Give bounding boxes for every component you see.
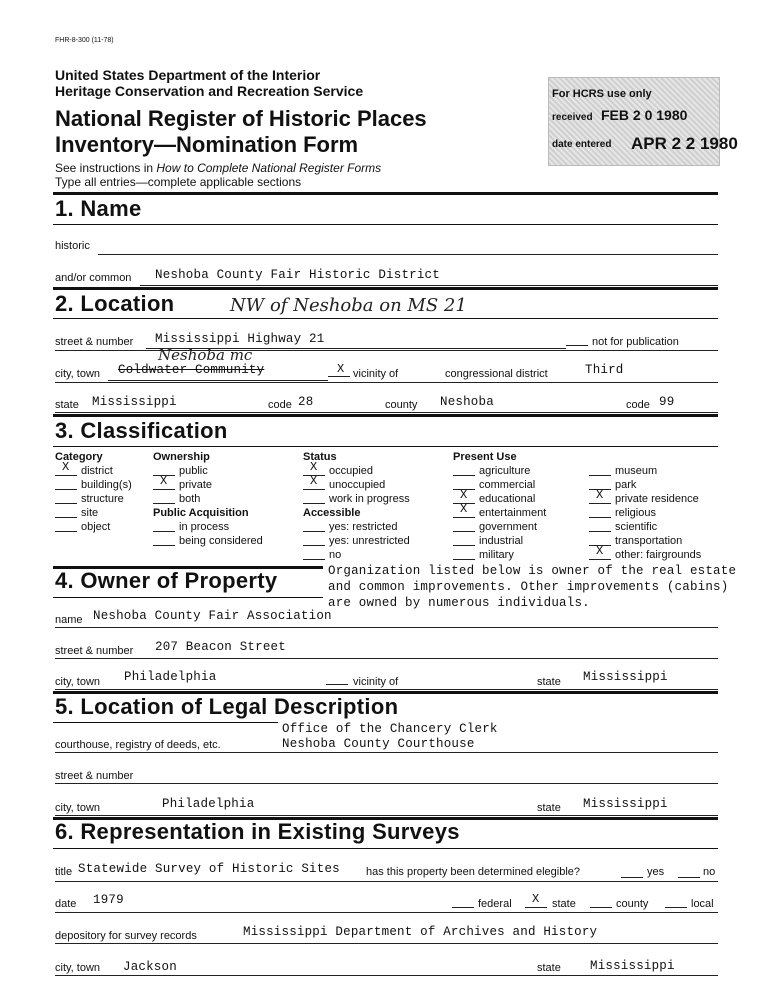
ownership-option-label: both [179, 493, 201, 505]
present-use-option-label: transportation [615, 535, 683, 547]
present-use-option-label: museum [615, 465, 658, 477]
status-option-label: occupied [329, 465, 374, 477]
depository-value: Mississippi Department of Archives and History [243, 925, 598, 939]
survey-state-value: Mississippi [590, 959, 675, 973]
handwritten-location-note: NW of Neshoba on MS 21 [230, 295, 467, 316]
status-option-label: unoccupied [329, 479, 386, 491]
row-rule [55, 382, 718, 383]
status-checkbox[interactable] [303, 503, 325, 504]
legal-state-label: state [537, 802, 561, 814]
legal-street-field[interactable] [55, 783, 718, 784]
accessible-option-label: yes: unrestricted [329, 535, 410, 547]
section-2-title: 2. Location [55, 291, 175, 316]
legal-street-label: street & number [55, 770, 134, 782]
federal-blank[interactable] [452, 907, 474, 908]
city-handwritten: Neshoba mc [158, 346, 253, 364]
rule [53, 318, 718, 319]
present-use-option-label: government [479, 521, 538, 533]
present-use-mark: X [460, 488, 468, 502]
courthouse-line1: Office of the Chancery Clerk [282, 722, 498, 736]
stamp-received-label: received [552, 112, 593, 123]
present-use-checkbox[interactable] [453, 475, 475, 476]
owner-state-value: Mississippi [583, 670, 668, 684]
state-level-mark: X [532, 892, 540, 906]
present-use-option-label: commercial [479, 479, 536, 491]
courthouse-line2: Neshoba County Courthouse [282, 737, 475, 751]
present-use-option-label: military [479, 549, 514, 561]
owner-name-label: name [55, 614, 83, 626]
historic-label: historic [55, 240, 90, 252]
survey-state-label: state [537, 962, 561, 974]
survey-date-label: date [55, 898, 77, 910]
dept-line: United States Department of the Interior [55, 67, 321, 83]
present-use-checkbox[interactable] [453, 531, 475, 532]
agency-line: Heritage Conservation and Recreation Service [55, 83, 364, 99]
instructions-prefix: See instructions in [55, 161, 157, 175]
status-mark: X [310, 460, 318, 474]
category-heading: Category [55, 451, 103, 463]
status-heading: Status [303, 451, 337, 463]
form-title-1: National Register of Historic Places [55, 106, 427, 131]
present-use-option-label: educational [479, 493, 536, 505]
acquisition-checkbox[interactable] [153, 545, 175, 546]
category-option-label: site [81, 507, 99, 519]
hcrs-use-stamp [548, 77, 738, 166]
owner-note-line3: are owned by numerous individuals. [328, 596, 590, 610]
county-code-label: code [626, 399, 650, 411]
accessible-option-label: no [329, 549, 342, 561]
city-field[interactable] [108, 380, 328, 381]
category-checkbox[interactable] [55, 531, 77, 532]
survey-title-label: title [55, 866, 73, 878]
depository-label: depository for survey records [55, 930, 197, 942]
city-label: city, town [55, 368, 101, 380]
owner-note-line2: and common improvements. Other improvements (cabins) [328, 580, 729, 594]
courthouse-label: courthouse, registry of deeds, etc. [55, 739, 221, 751]
category-checkbox[interactable] [55, 489, 77, 490]
eligible-no-blank[interactable] [678, 877, 700, 878]
common-name-field[interactable] [140, 285, 718, 286]
accessible-checkbox[interactable] [303, 531, 325, 532]
row-rule [55, 689, 718, 690]
present-use-option-label: agriculture [479, 465, 531, 477]
status-checkbox[interactable] [303, 489, 325, 490]
congressional-district-value: Third [585, 363, 624, 377]
eligible-yes-blank[interactable] [621, 877, 643, 878]
rule [53, 414, 718, 417]
vicinity-mark: X [337, 362, 345, 376]
legal-state-value: Mississippi [583, 797, 668, 811]
local-level-blank[interactable] [665, 907, 687, 908]
eligible-question: has this property been determined elegible? [366, 866, 581, 878]
present-use-option-label: industrial [479, 535, 524, 547]
rule [53, 192, 718, 195]
public-acquisition-heading: Public Acquisition [153, 507, 249, 519]
acquisition-option-label: in process [179, 521, 230, 533]
section-4-title: 4. Owner of Property [55, 568, 278, 593]
common-name-value: Neshoba County Fair Historic District [155, 268, 440, 282]
instructions-line1 [55, 161, 381, 175]
state-code-value: 28 [298, 395, 314, 409]
category-mark: X [62, 460, 70, 474]
status-option-label: work in progress [329, 493, 410, 505]
local-level-label: local [691, 898, 714, 910]
state-level-blank[interactable] [525, 907, 547, 908]
not-for-publication-label: not for publication [592, 336, 679, 348]
eligible-yes-label: yes [647, 866, 665, 878]
section-6-title: 6. Representation in Existing Surveys [55, 819, 460, 844]
accessible-heading: Accessible [303, 507, 361, 519]
rule [53, 446, 718, 447]
owner-street-value: 207 Beacon Street [155, 640, 286, 654]
present-use-mark: X [596, 544, 604, 558]
state-code-label: code [268, 399, 292, 411]
ownership-checkbox[interactable] [153, 503, 175, 504]
rule [53, 722, 278, 723]
present-use-option-label: scientific [615, 521, 658, 533]
rule [53, 224, 718, 225]
accessible-checkbox[interactable] [303, 545, 325, 546]
present-use-mark: X [596, 488, 604, 502]
present-use-checkbox[interactable] [453, 559, 475, 560]
county-label: county [385, 399, 418, 411]
category-checkbox[interactable] [55, 475, 77, 476]
congressional-district-label: congressional district [445, 368, 548, 380]
section-5-title: 5. Location of Legal Description [55, 694, 399, 719]
present-use-checkbox[interactable] [589, 559, 611, 560]
present-use-heading: Present Use [453, 451, 517, 463]
owner-name-field[interactable] [55, 627, 718, 628]
acquisition-option-label: being considered [179, 535, 263, 547]
stamp-entered-date: APR 2 2 1980 [631, 134, 738, 153]
row-rule [55, 975, 718, 976]
city-struck-value: Coldwater Community [118, 363, 265, 377]
county-level-blank[interactable] [590, 907, 612, 908]
present-use-checkbox[interactable] [589, 531, 611, 532]
not-for-publication-blank[interactable] [566, 345, 588, 346]
owner-vicinity-checkbox[interactable] [326, 684, 348, 685]
present-use-checkbox[interactable] [589, 475, 611, 476]
owner-name-value: Neshoba County Fair Association [93, 609, 332, 623]
owner-note-line1: Organization listed below is owner of the real estate [328, 564, 737, 578]
row-rule [55, 815, 718, 816]
present-use-mark: X [460, 502, 468, 516]
category-checkbox[interactable] [55, 503, 77, 504]
survey-city-label: city, town [55, 962, 101, 974]
ownership-option-label: public [179, 465, 208, 477]
present-use-checkbox[interactable] [589, 503, 611, 504]
survey-city-value: Jackson [123, 960, 177, 974]
acquisition-checkbox[interactable] [153, 531, 175, 532]
present-use-checkbox[interactable] [589, 517, 611, 518]
accessible-checkbox[interactable] [303, 559, 325, 560]
eligible-no-label: no [703, 866, 716, 878]
instructions-line2: Type all entries—complete applicable sections [55, 175, 302, 189]
accessible-option-label: yes: restricted [329, 521, 398, 533]
present-use-option-label: private residence [615, 493, 699, 505]
owner-street-label: street & number [55, 645, 134, 657]
vicinity-checkbox[interactable] [328, 376, 350, 377]
depository-field[interactable] [55, 943, 718, 944]
present-use-option-label: park [615, 479, 637, 491]
row-rule [55, 350, 718, 351]
present-use-option-label: entertainment [479, 507, 547, 519]
section-3-title: 3. Classification [55, 418, 228, 443]
owner-state-label: state [537, 676, 561, 688]
state-value: Mississippi [92, 395, 177, 409]
stamp-entered-label: date entered [552, 139, 612, 150]
ownership-option-label: private [179, 479, 213, 491]
county-value: Neshoba [440, 395, 494, 409]
legal-city-label: city, town [55, 802, 101, 814]
present-use-option-label: other: fairgrounds [615, 549, 702, 561]
status-mark: X [310, 474, 318, 488]
present-use-checkbox[interactable] [453, 517, 475, 518]
state-level-label: state [552, 898, 576, 910]
row-rule [55, 912, 718, 913]
ownership-heading: Ownership [153, 451, 210, 463]
form-title-2: Inventory—Nomination Form [55, 132, 359, 157]
rule [53, 287, 718, 290]
ownership-checkbox[interactable] [153, 489, 175, 490]
section-1-title: 1. Name [55, 196, 142, 221]
historic-field[interactable] [98, 254, 718, 255]
instructions-title: How to Complete National Register Forms [156, 161, 382, 175]
survey-date-value: 1979 [93, 893, 124, 907]
row-rule [55, 881, 718, 882]
category-option-label: building(s) [81, 479, 132, 491]
category-option-label: object [81, 521, 111, 533]
present-use-checkbox[interactable] [453, 545, 475, 546]
rule [53, 848, 718, 849]
rule [53, 597, 323, 598]
owner-city-label: city, town [55, 676, 101, 688]
stamp-heading: For HCRS use only [552, 88, 652, 100]
owner-street-field[interactable] [55, 658, 718, 659]
street-value: Mississippi Highway 21 [155, 332, 325, 346]
county-code-value: 99 [659, 395, 675, 409]
category-checkbox[interactable] [55, 517, 77, 518]
legal-city-value: Philadelphia [162, 797, 255, 811]
owner-vicinity-label: vicinity of [353, 676, 399, 688]
state-label: state [55, 399, 79, 411]
form-id: FHR-8-300 (11-78) [55, 37, 114, 44]
vicinity-label: vicinity of [353, 368, 399, 380]
street-label: street & number [55, 336, 134, 348]
federal-label: federal [478, 898, 512, 910]
category-option-label: structure [81, 493, 124, 505]
ownership-mark: X [160, 474, 168, 488]
owner-city-value: Philadelphia [124, 670, 217, 684]
common-name-label: and/or common [55, 272, 132, 284]
county-level-label: county [616, 898, 649, 910]
row-rule [55, 412, 718, 413]
stamp-received-date: FEB 2 0 1980 [601, 107, 688, 123]
present-use-option-label: religious [615, 507, 656, 519]
category-option-label: district [81, 465, 113, 477]
survey-title-value: Statewide Survey of Historic Sites [78, 862, 340, 876]
courthouse-field[interactable] [55, 752, 718, 753]
